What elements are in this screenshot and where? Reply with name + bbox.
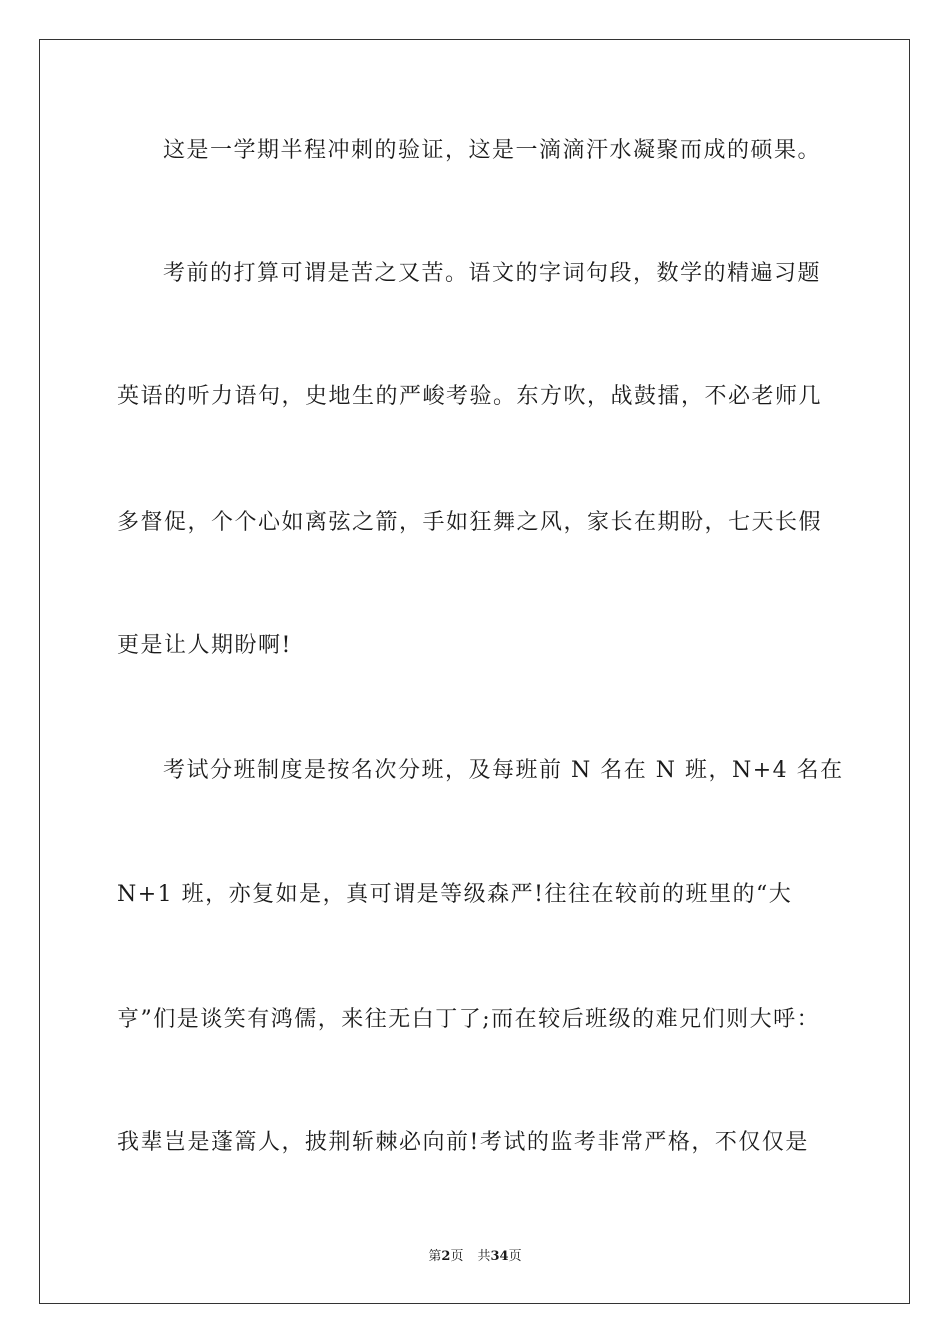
- page-number: 2: [441, 1249, 451, 1264]
- page-border: [39, 39, 910, 1304]
- page-suffix: 页: [450, 1249, 464, 1264]
- text-line: 我辈岂是蓬篙人，披荆斩棘必向前!考试的监考非常严格，不仅仅是: [117, 1130, 809, 1155]
- page-footer: [0, 1248, 950, 1266]
- text-line: 考试分班制度是按名次分班，及每班前 N 名在 N 班，N+4 名在: [163, 758, 844, 783]
- text-line: 亨”们是谈笑有鸿儒，来往无白丁了;而在较后班级的难兄们则大呼：: [117, 1007, 821, 1032]
- text-line: 更是让人期盼啊!: [117, 633, 292, 658]
- total-pages: 34: [490, 1249, 509, 1264]
- text-line: 考前的打算可谓是苦之又苦。语文的字词句段，数学的精遍习题: [163, 261, 822, 286]
- text-line: 这是一学期半程冲刺的验证，这是一滴滴汗水凝聚而成的硕果。: [163, 138, 822, 163]
- total-prefix: 共: [477, 1249, 491, 1264]
- text-line: N+1 班，亦复如是，真可谓是等级森严!往往在较前的班里的“大: [117, 882, 793, 907]
- total-suffix: 页: [508, 1249, 522, 1264]
- text-line: 多督促，个个心如离弦之箭，手如狂舞之风，家长在期盼，七天长假: [117, 510, 823, 535]
- page-prefix: 第: [428, 1249, 442, 1264]
- text-line: 英语的听力语句，史地生的严峻考验。东方吹，战鼓擂，不必老师几: [117, 384, 823, 409]
